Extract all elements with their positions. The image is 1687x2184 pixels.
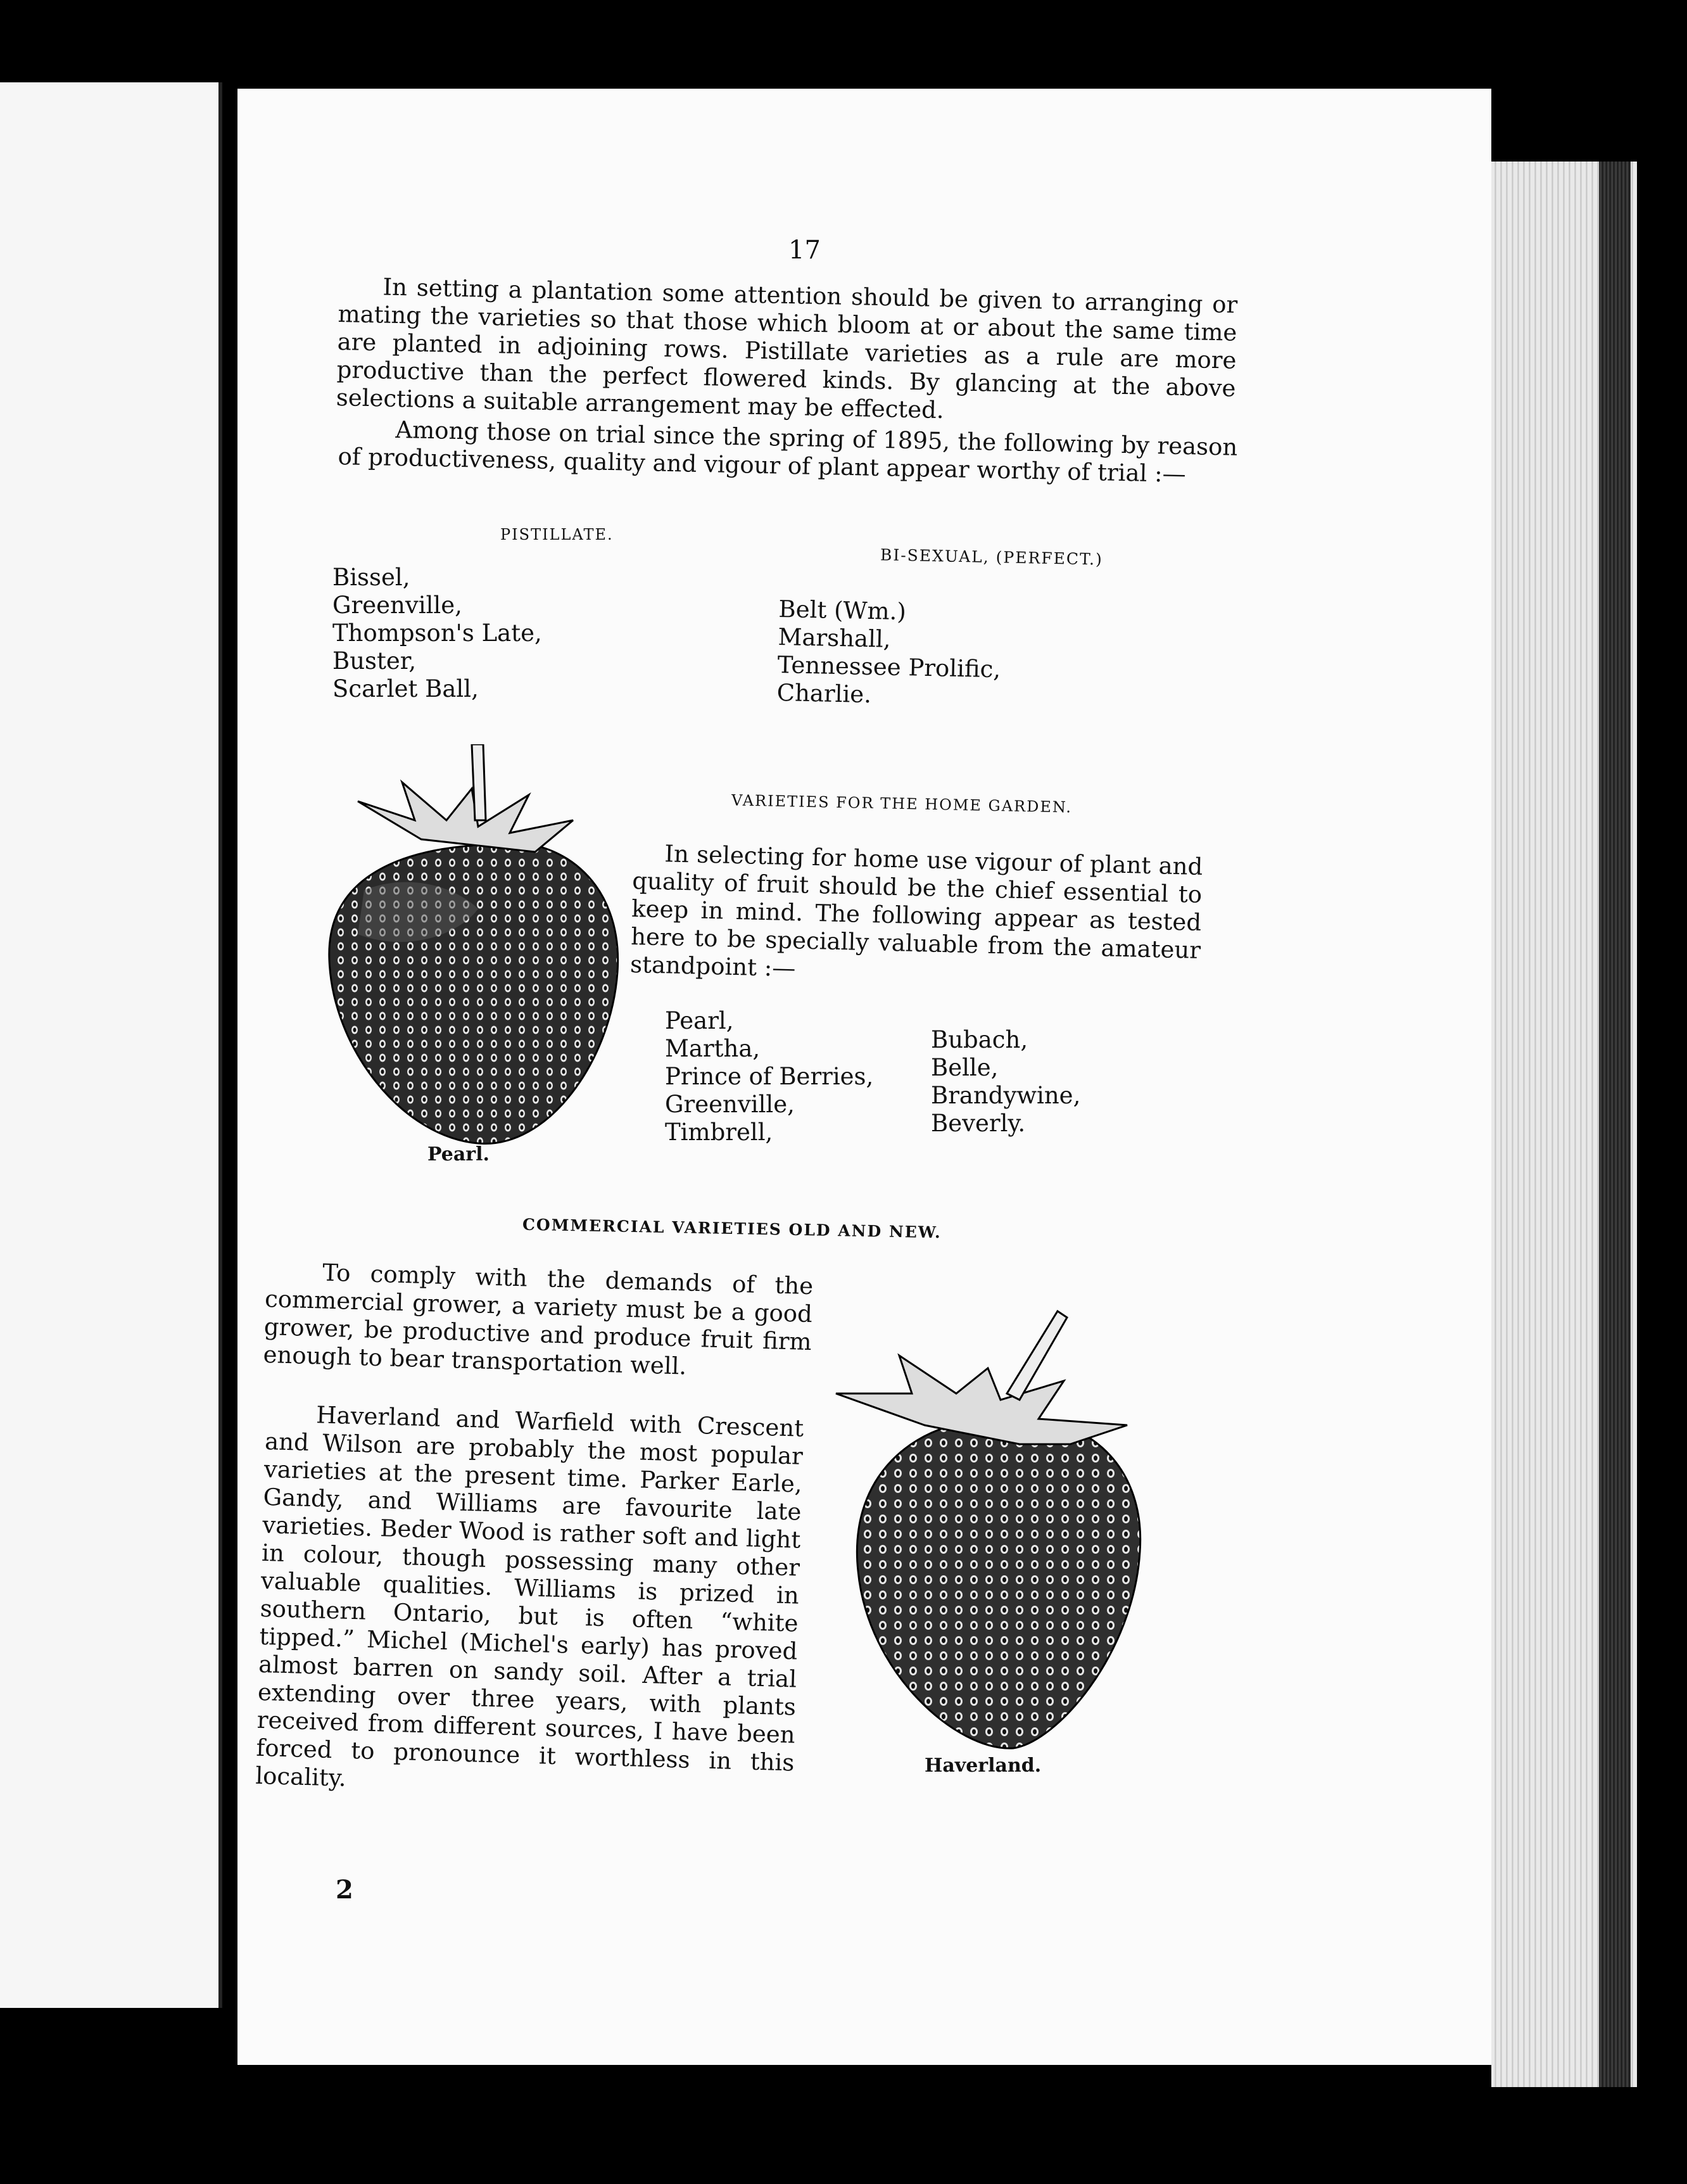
pistillate-list [332, 564, 542, 703]
left-page-edge [0, 82, 222, 2008]
home-garden-heading: VARIETIES FOR THE HOME GARDEN. [731, 791, 1073, 816]
pearl-caption: Pearl. [427, 1143, 490, 1165]
pistillate-heading: PISTILLATE. [500, 526, 614, 543]
list-item: Scarlet Ball, [332, 675, 479, 702]
list-item: Martha, [665, 1035, 761, 1062]
commercial-paragraph-2: Haverland and Warfield with Crescent and Wilson are probably the most popular varieties at the present time. Parker Earle, Gandy, and Williams are favourite late varieties. Beder Wood is rather soft and light in colour, though possessing many other valuable qualities. Williams is prized in southern Ontario, but is often “white tipped.” Michel (Michel's early) has proved almost barren on sandy soil. After a trial extending over three years, with plants received from different sources, I have been forced to pronounce it worthless in this locality. [255, 1401, 804, 1792]
list-item: Buster, [332, 647, 417, 675]
haverland-strawberry-illustration [830, 1298, 1165, 1755]
list-item: Bubach, [931, 1026, 1028, 1053]
list-item: Brandywine, [931, 1082, 1081, 1109]
bisexual-heading: BI-SEXUAL, (PERFECT.) [880, 545, 1104, 569]
list-item: Tennessee Prolific, [777, 651, 1001, 683]
home-garden-list-2 [931, 1026, 1080, 1138]
bisexual-list [776, 595, 1002, 711]
list-item: Greenville, [665, 1091, 795, 1118]
list-item: Belt (Wm.) [778, 595, 907, 626]
list-item: Prince of Berries, [665, 1063, 874, 1090]
list-item: Charlie. [776, 678, 872, 709]
commercial-paragraph-1: To comply with the demands of the commercial grower, a variety must be a good grower, be productive and produce fruit firm enough to bear transportation well. [263, 1259, 814, 1380]
intro-paragraph-2: Among those on trial since the spring of 1895, the following by reason of productiveness, quality and vigour of plant appear worthy of trial :— [338, 416, 1238, 488]
list-item: Belle, [931, 1054, 999, 1081]
list-item: Beverly. [931, 1110, 1026, 1137]
home-garden-paragraph: In selecting for home use vigour of plant and quality of fruit should be the chief essential to keep in mind. The following appear as tested here to be specially valuable from the amateur standpoint :— [629, 840, 1203, 982]
intro-paragraph-1: In setting a plantation some attention should be given to arranging or mating the varieties so that those which bloom at or about the same time are planted in adjoining rows. Pistillate varieties as a rule are more productive than the perfect flowered kinds. By glancing at the above selections a suitable arrangement may be effected. [336, 273, 1238, 424]
book-cover-edge [1599, 162, 1631, 2087]
page-number: 17 [788, 236, 821, 265]
signature-mark: 2 [336, 1875, 353, 1905]
haverland-caption: Haverland. [925, 1755, 1042, 1777]
commercial-heading: COMMERCIAL VARIETIES OLD AND NEW. [522, 1215, 942, 1242]
list-item: Greenville, [332, 592, 462, 619]
list-item: Marshall, [778, 623, 891, 653]
list-item: Timbrell, [665, 1119, 773, 1146]
pearl-strawberry-illustration [320, 744, 627, 1150]
list-item: Bissel, [332, 564, 410, 591]
list-item: Pearl, [665, 1007, 734, 1034]
list-item: Thompson's Late, [332, 619, 542, 647]
home-garden-list-1 [665, 1007, 873, 1146]
